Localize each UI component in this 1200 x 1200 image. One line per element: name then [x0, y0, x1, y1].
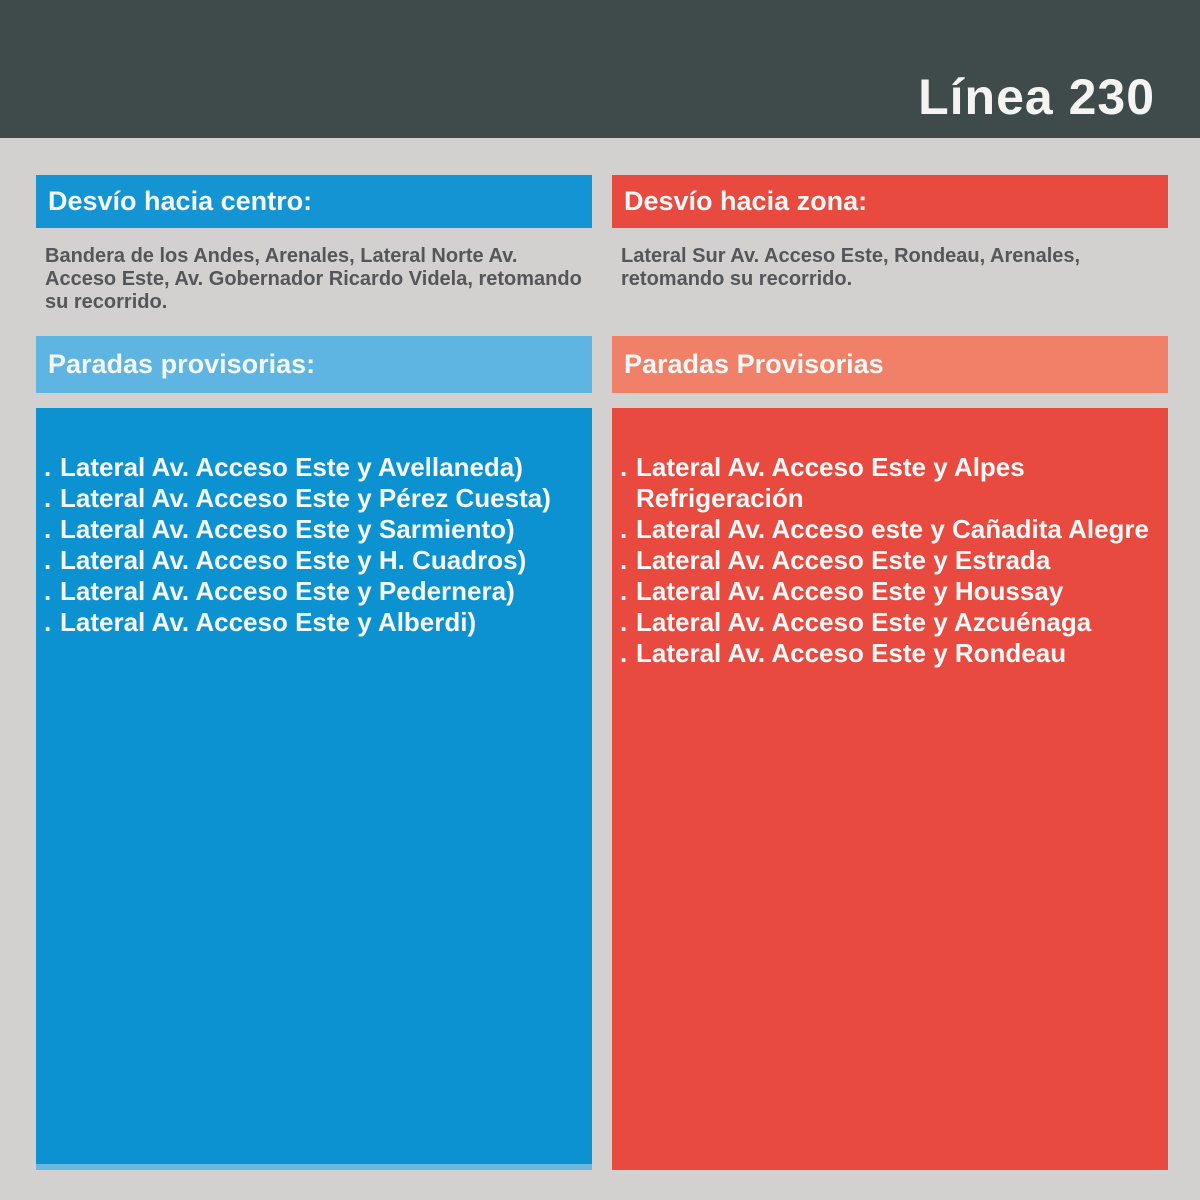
detour-centro-description: Bandera de los Andes, Arenales, Lateral Norte Av. Acceso Este, Av. Gobernador Ricardo Videla, retomando su recorrido. [45, 245, 582, 313]
stop-item [618, 576, 1160, 607]
stops-zona-list [612, 408, 1168, 1170]
stop-label: Lateral Av. Acceso Este y Pérez Cuesta) [60, 483, 551, 513]
content-columns [0, 138, 1200, 1170]
detour-centro-title: Desvío hacia centro: [48, 186, 313, 216]
line-title: Línea 230 [918, 69, 1155, 125]
column-detour-centro [36, 175, 592, 1170]
detour-zona-header [612, 175, 1168, 228]
bullet-marker: . [620, 545, 628, 575]
bullet-marker: . [44, 545, 52, 575]
stop-item [618, 452, 1160, 514]
stops-centro-header [36, 336, 592, 393]
stop-label: Lateral Av. Acceso Este y H. Cuadros) [60, 545, 527, 575]
column-detour-zona [612, 175, 1168, 1170]
stop-label: Lateral Av. Acceso Este y Houssay [636, 576, 1064, 606]
stop-label: Lateral Av. Acceso Este y Azcuénaga [636, 607, 1092, 637]
stop-item [618, 545, 1160, 576]
bullet-marker: . [620, 638, 628, 668]
stop-item [618, 514, 1160, 545]
bullet-marker: . [620, 452, 628, 482]
bullet-marker: . [620, 607, 628, 637]
stop-label: Lateral Av. Acceso Este y Sarmiento) [60, 514, 515, 544]
stops-zona-title: Paradas Provisorias [624, 349, 884, 379]
detour-centro-header [36, 175, 592, 228]
stop-label: Lateral Av. Acceso Este y Alberdi) [60, 607, 477, 637]
bullet-marker: . [620, 514, 628, 544]
stop-label: Lateral Av. Acceso Este y Alpes Refrigeración [636, 452, 1025, 513]
bullet-marker: . [44, 483, 52, 513]
stops-zona-header [612, 336, 1168, 393]
bullet-marker: . [620, 576, 628, 606]
detour-zona-description: Lateral Sur Av. Acceso Este, Rondeau, Arenales, retomando su recorrido. [621, 245, 1081, 290]
stops-centro-title: Paradas provisorias: [48, 349, 316, 379]
stop-item [42, 576, 584, 607]
stop-item [42, 452, 584, 483]
bullet-marker: . [44, 576, 52, 606]
stop-item [42, 483, 584, 514]
stop-label: Lateral Av. Acceso Este y Estrada [636, 545, 1051, 575]
header-bar [0, 0, 1200, 138]
bullet-marker: . [44, 607, 52, 637]
stop-item [618, 638, 1160, 669]
stop-item [618, 607, 1160, 638]
stop-item [42, 514, 584, 545]
bullet-marker: . [44, 514, 52, 544]
stop-item [42, 545, 584, 576]
detour-zona-title: Desvío hacia zona: [624, 186, 868, 216]
stops-centro-list [36, 408, 592, 1170]
stop-label: Lateral Av. Acceso Este y Avellaneda) [60, 452, 523, 482]
stop-label: Lateral Av. Acceso este y Cañadita Alegre [636, 514, 1149, 544]
bullet-marker: . [44, 452, 52, 482]
stop-label: Lateral Av. Acceso Este y Rondeau [636, 638, 1067, 668]
stop-label: Lateral Av. Acceso Este y Pedernera) [60, 576, 515, 606]
stop-item [42, 607, 584, 638]
